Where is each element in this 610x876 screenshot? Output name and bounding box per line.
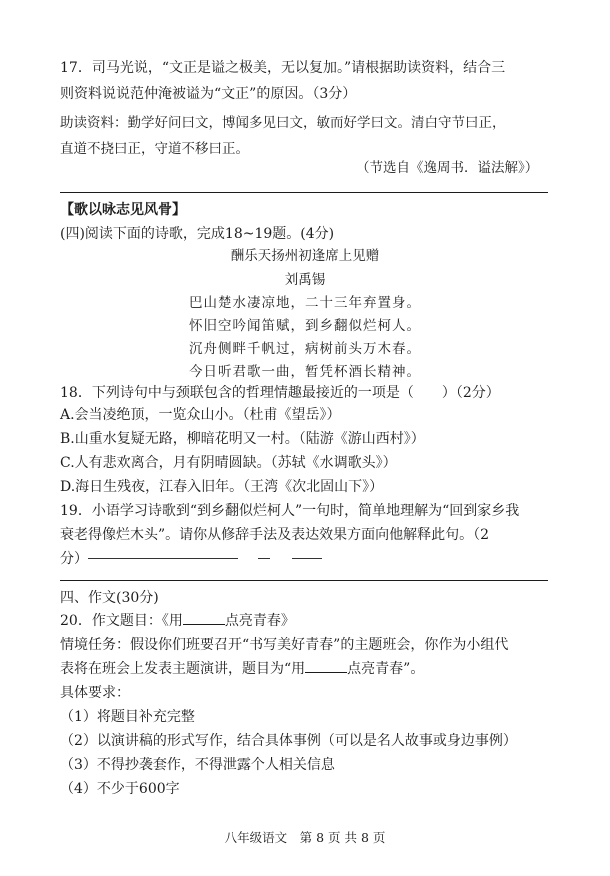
poem-section-heading: 【歌以咏志见风骨】 bbox=[60, 202, 186, 218]
section-divider-1 bbox=[60, 192, 548, 193]
q19-line-2: 衰老得像烂木头”。请你从修辞手法及表达效果方面向他解释此句。（2 bbox=[60, 527, 490, 543]
q18-option-b: B.山重水复疑无路，柳暗花明又一村。（陆游《游山西村》） bbox=[60, 431, 425, 447]
essay-requirement: （4）不少于600字 bbox=[60, 781, 180, 797]
q18-option-a: A.会当凌绝顶，一览众山小。（杜甫《望岳》） bbox=[60, 407, 341, 423]
poem-verse: 沉舟侧畔千帆过，病树前头万木春。 bbox=[189, 341, 421, 357]
section-divider-2 bbox=[60, 580, 548, 581]
answer-line[interactable] bbox=[258, 558, 270, 559]
q18-option-c: C.人有悲欢离合，月有阴晴圆缺。（苏轼《水调歌头》） bbox=[60, 455, 397, 471]
poem-author: 刘禹锡 bbox=[284, 272, 326, 288]
essay-task-prefix: 表将在班会上发表主题演讲，题目为“用 bbox=[60, 661, 306, 677]
essay-requirement: （3）不得抄袭套作，不得泄露个人相关信息 bbox=[60, 757, 335, 773]
q19-line-1: 19．小语学习诗歌到“到乡翻似烂柯人”一句时，简单地理解为“回到家乡我 bbox=[60, 503, 520, 519]
essay-task-suffix: 点亮青春”。 bbox=[347, 661, 425, 677]
q17-source: （节选自《逸周书．谥法解》） bbox=[356, 160, 539, 176]
q17-line-2: 则资料说说范仲淹被谥为“文正”的原因。（3分） bbox=[60, 86, 357, 102]
essay-requirement: （2）以演讲稿的形式写作，结合具体事例（可以是名人故事或身边事例） bbox=[60, 733, 517, 749]
essay-section-heading: 四、作文(30分) bbox=[60, 590, 159, 606]
q19-line-3: 分） bbox=[60, 551, 88, 567]
q17-line-1: 17．司马光说，“文正是谥之极美，无以复加。”请根据助读资料，结合三 bbox=[60, 60, 506, 76]
essay-task-blank[interactable] bbox=[305, 660, 347, 673]
essay-requirements-heading: 具体要求： bbox=[60, 685, 130, 701]
q17-aid-line-1: 助读资料：勤学好问曰文，博闻多见曰文，敏而好学曰文。清白守节曰正， bbox=[60, 115, 506, 131]
essay-task-line-2 bbox=[60, 659, 424, 679]
answer-line[interactable] bbox=[292, 558, 322, 559]
page-footer: 八年级语文 第 8 页 共 8 页 bbox=[224, 830, 386, 845]
poem-verse: 今日听君歌一曲，暂凭杯酒长精神。 bbox=[189, 364, 421, 380]
essay-title-suffix: 点亮青春》 bbox=[224, 613, 295, 629]
q18-stem: 18．下列诗句中与颈联包含的哲理情趣最接近的一项是（ ）（2分） bbox=[60, 385, 500, 401]
q18-option-d: D.海日生残夜，江春入旧年。（王湾《次北固山下》） bbox=[60, 479, 384, 495]
answer-line[interactable] bbox=[88, 558, 238, 559]
essay-task-line-1: 情境任务：假设你们班要召开“书写美好青春”的主题班会，你作为小组代 bbox=[60, 637, 509, 653]
poem-title: 酬乐天扬州初逢席上见赠 bbox=[230, 248, 380, 264]
essay-title-prefix: 20．作文题目：《用 bbox=[60, 613, 183, 629]
poem-section-intro: (四)阅读下面的诗歌，完成18~19题。(4分) bbox=[60, 226, 335, 242]
poem-verse: 怀旧空吟闻笛赋，到乡翻似烂柯人。 bbox=[189, 318, 421, 334]
q17-aid-line-2: 直道不挠曰正，守道不移曰正。 bbox=[60, 141, 249, 157]
essay-requirement: （1）将题目补充完整 bbox=[60, 709, 195, 725]
essay-title-blank[interactable] bbox=[183, 612, 225, 625]
essay-title-line bbox=[60, 611, 295, 631]
poem-verse: 巴山楚水凄凉地，二十三年弃置身。 bbox=[189, 295, 421, 311]
